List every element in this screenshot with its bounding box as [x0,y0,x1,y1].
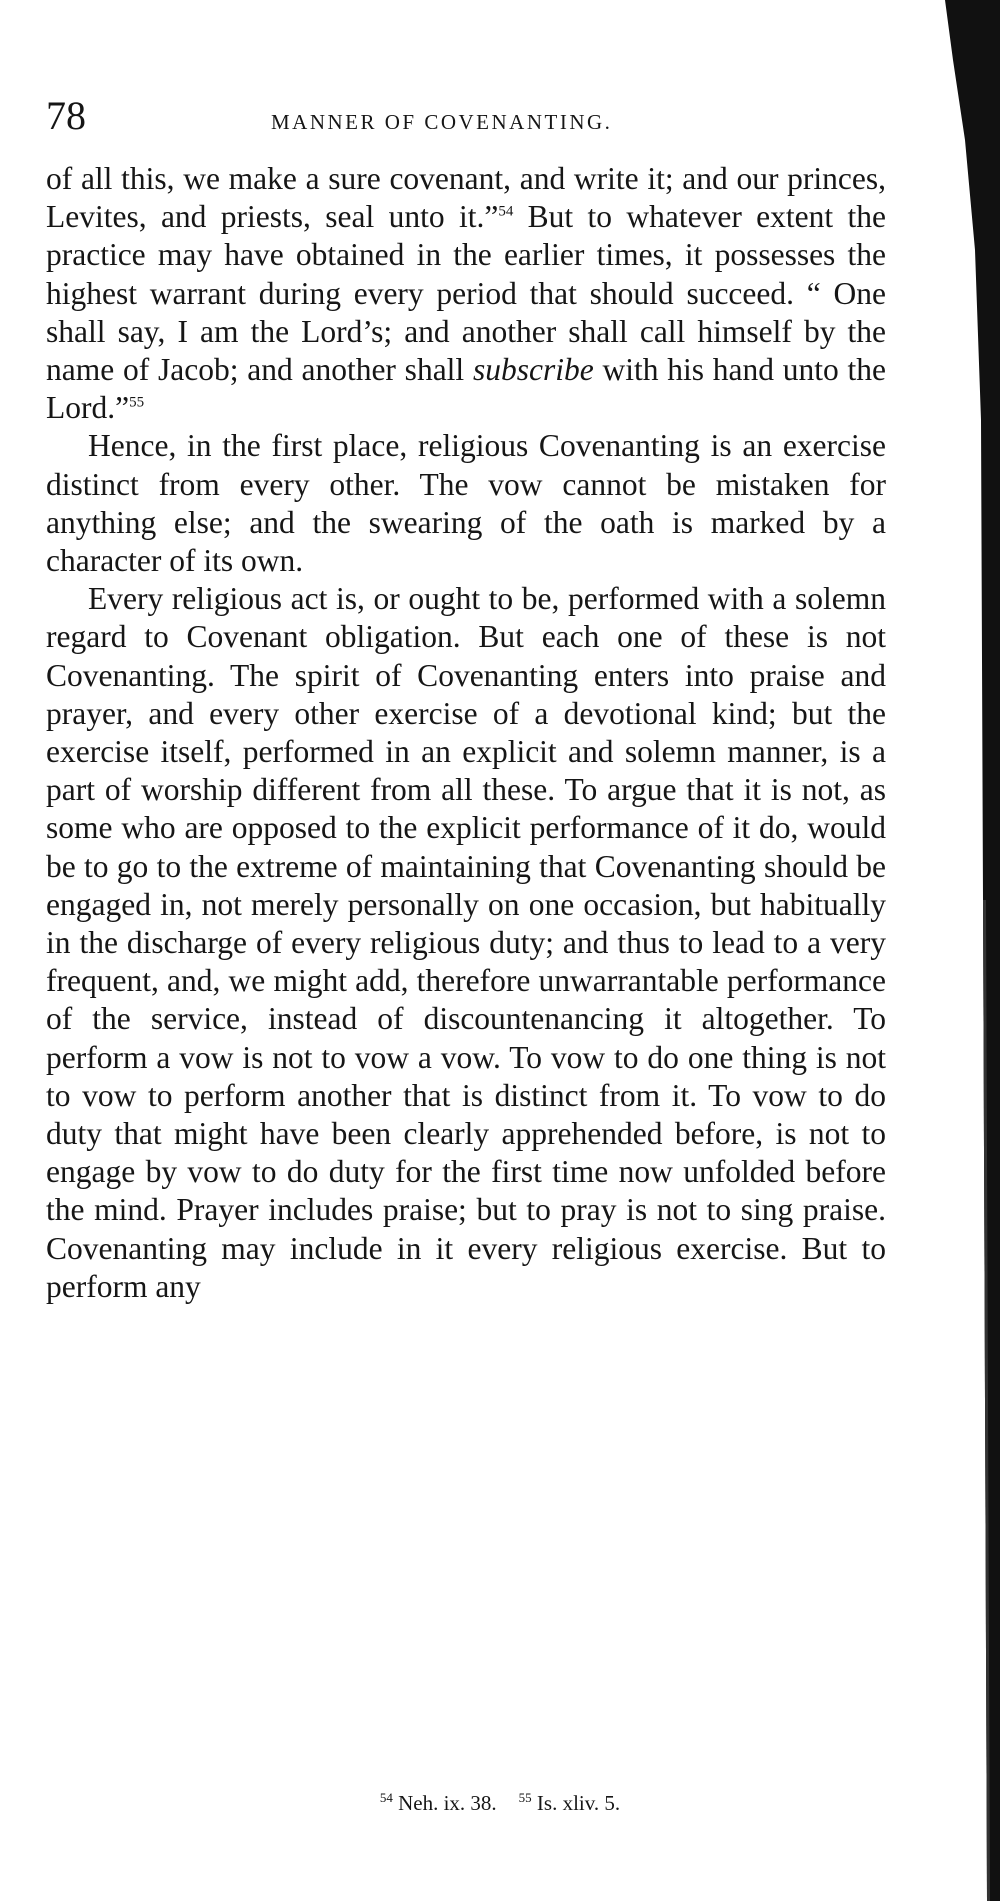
running-head: MANNER OF COVENANTING. [271,110,613,134]
paragraph-1-part-b: But to whatever extent the practice may have obtained in the earlier times, it possesses the highest warrant during every period that should succeed. “ One shall say, I am the Lord’s; and another shall call himself by the name of Jacob; and another shall [46,199,886,388]
footnote-ref-55: 55 [129,394,145,411]
body-text [46,160,886,1306]
page-edge-shadow-graphic [945,0,1000,1901]
page-edge-shadow [945,0,1000,1901]
footnote-55 [519,1791,620,1815]
paragraph-1-part-c: with his hand unto the Lord.” [46,352,887,426]
page-number: 78 [46,93,86,138]
page-header [46,93,886,146]
footnote-54 [380,1791,497,1815]
paragraph-3: Every religious act is, or ought to be, performed with a solemn regard to Covenant obligation. But each one of these is not Covenanting. The spirit of Covenanting enters into praise and prayer, and every other exercise of a devotional kind; but the exercise itself, performed in an explicit and solemn manner, is a part of worship different from all these. To argue that it is not, as some who are opposed to the explicit performance of it do, would be to go to the extreme of maintaining that Covenanting should be engaged in, not merely personally on one occasion, but habitually in the discharge of every religious duty; and thus to lead to a very frequent, and, we might add, therefore unwarrantable performance of the service, instead of discountenancing it altogether. To perform a vow is not to vow a vow. To vow to do one thing is not to vow to perform another that is distinct from it. To vow to do duty that might have been clearly apprehended before, is not to engage by vow to do duty for the first time now unfolded before the mind. Prayer includes praise; but to pray is not to sing praise. Covenanting may include in it every religious exercise. But to perform any [46,581,886,1304]
paragraph-1-part-a: of all this, we make a sure covenant, and write it; and our princes, Levites, and priests, seal unto it.” [46,161,886,235]
footnote-number: 54 [379,1790,393,1805]
emphasis-subscribe: subscribe [472,352,594,388]
paragraph-2: Hence, in the first place, religious Covenanting is an exercise distinct from every other. The vow cannot be mistaken for anything else; and the swearing of the oath is marked by a character of its own. [46,428,886,579]
footnote-ref-54: 54 [498,203,514,220]
paragraph-1 [46,160,886,427]
footnote-text: Is. xliv. 5. [531,1791,621,1815]
footnotes [0,1785,1000,1816]
footnote-text: Neh. ix. 38. [392,1791,497,1815]
footnote-number: 55 [518,1790,532,1805]
